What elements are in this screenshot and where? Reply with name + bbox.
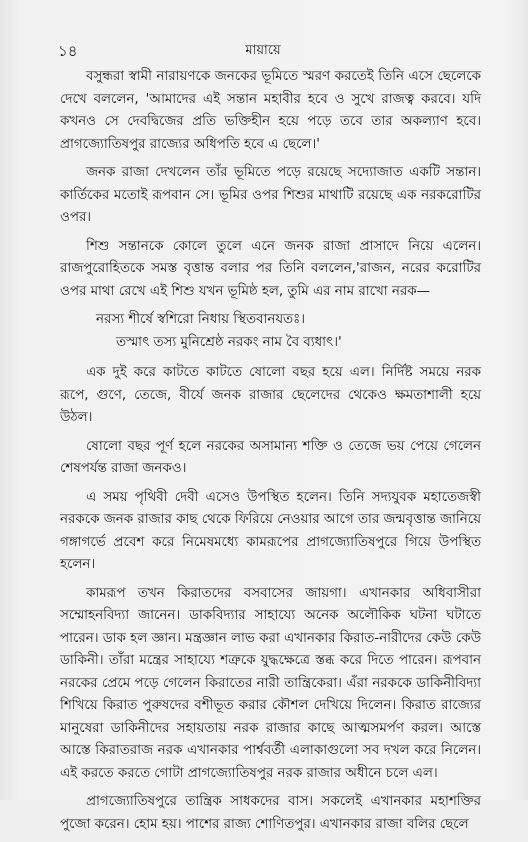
paragraph: শিশু সন্তানকে কোলে তুলে এনে জনক রাজা প্রাসাদে নিয়ে এলেন। রাজপুরোহিতকে সমস্ত বৃত্তান্ত বলার পর তিনি বললেন,'রাজন, নরের করোটির ওপর মাথা রেখে এই শিশু যখন ভূমিষ্ঠ হল, তুমি এর নাম রাখো নরক—	[60, 238, 481, 299]
paragraph: কামরূপ তখন কিরাতদের বসবাসের জায়গা। এখানকার অধিবাসীরা সম্মোহনবিদ্যা জানেন। ডাকবিদ্যার সাহায্যে অনেক অলৌকিক ঘটনা ঘটাতে পারেন। ডাক হল জ্ঞান। মন্ত্রজ্ঞান লাভ করা এখানকার কিরাত-নারীদের কেউ কেউ ডাকিনী। তাঁরা মন্ত্রের সাহায্যে শত্রুকে যুদ্ধক্ষেত্রে স্তব্ধ করে দিতে পারেন। রূপবান নরকের প্রেমে পড়ে গেলেন কিরাতের নারী তান্ত্রিকেরা। এঁরা নরককে ডাকিনীবিদ্যা শিখিয়ে কিরাত পুরুষদের বশীভূত করার কৌশল দেখিয়ে দিলেন। কিরাত রাজ্যের মানুষেরা ডাকিনীদের সহায়তায় নরক রাজার কাছে আত্মসমর্পণ করল। আস্তে আস্তে কিরাতরাজ নরক এখানকার পার্শ্ববর্তী এলাকাগুলো সব দখল করে নিলেন। এই করতে করতে গোটা প্রাগজ্যোতিষপুর নরক রাজার অধীনে চলে এল।	[60, 585, 481, 781]
paragraph: এক দুই করে কাটতে কাটতে ষোলো বছর হয়ে এল। নির্দিষ্ট সময়ে নরক রূপে, গুণে, তেজে, বীর্যে জনক রাজার ছেলেদের থেকেও ক্ষমতাশালী হয়ে উঠল।	[60, 365, 481, 425]
paragraph: জনক রাজা দেখলেন তাঁর ভূমিতে পড়ে রয়েছে সদ্যোজাত একটি সন্তান। কার্তিকের মতোই রূপবান সে। ভূমির ওপর শিশুর মাথাটি রয়েছে এক নরকরোটির ওপর।	[60, 165, 481, 225]
page-header	[58, 40, 468, 62]
paragraph: প্রাগজ্যোতিষপুরে তান্ত্রিক সাধকদের বাস। সকলেই এখানকার মহাশক্তির পুজো করেন। হোম হয়। পাশের রাজ্য শোণিতপুর। এখানকার রাজা বলির ছেলে	[60, 794, 481, 832]
verse-line: নরস্য শীর্ষে স্বশিরো নিধায় স্থিতবানযতঃ।	[96, 312, 306, 327]
running-head-title: মায়ায়ে	[245, 43, 281, 58]
page-number: ১৪	[58, 42, 78, 60]
page-body	[60, 66, 481, 842]
paragraph: ষোলো বছর পূর্ণ হলে নরকের অসামান্য শক্তি ও তেজে ভয় পেয়ে গেলেন শেষপর্যন্ত রাজা জনকও।	[60, 438, 481, 476]
paragraph: এ সময় পৃথিবী দেবী এসেও উপস্থিত হলেন। তিনি সদ্যযুবক মহাতেজস্বী নরককে জনক রাজার কাছ থেকে ফিরিয়ে নেওয়ার আগে তার জন্মবৃত্তান্ত জানিয়ে গঙ্গাগর্ভে প্রবেশ করে নিমেষমধ্যে কামরূপের প্রাগজ্যোতিষপুরে গিয়ে উপস্থিত হলেন।	[60, 489, 481, 572]
paragraph: বসুন্ধরা স্বামী নারায়ণকে জনকের ভূমিতে স্মরণ করতেই তিনি এসে ছেলেকে দেখে বললেন, 'আমাদের এই সন্তান মহাবীর হবে ও সুখে রাজত্ব করবে। যদি কখনও সে দেবদ্বিজের প্রতি ভক্তিহীন হয়ে পড়ে তবে তার অকল্যাণ হবে। প্রাগজ্যোতিষপুর রাজ্যের অধিপতি হবে এ ছেলে।'	[60, 69, 481, 152]
sanskrit-verse	[60, 309, 481, 354]
verse-line: তস্মাৎ তস্য মুনিশ্রেষ্ঠ নরকং নাম বৈ ব্যধাৎ।'	[116, 334, 342, 350]
